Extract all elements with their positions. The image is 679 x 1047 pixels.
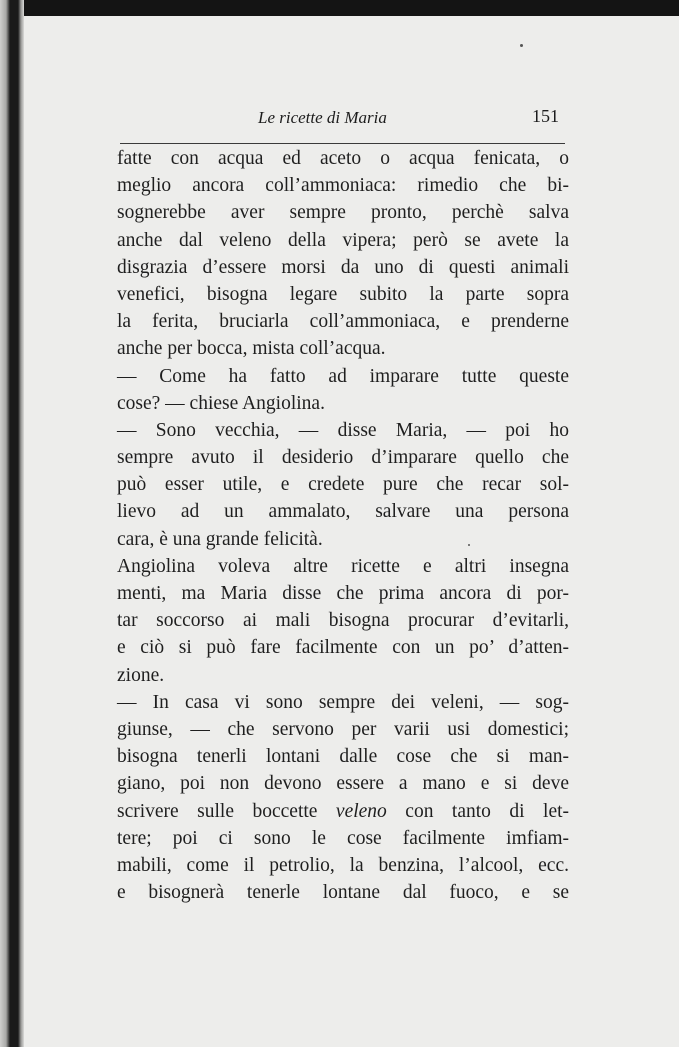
page-binding-edge	[0, 0, 24, 1047]
text-line: e ciò si può fare facilmente con un po’ d’atten-	[117, 637, 569, 659]
text-line: Angiolina voleva altre ricette e altri insegna	[117, 555, 569, 577]
text-line: venefici, bisogna legare subito la parte sopra	[117, 283, 569, 305]
text-line: bisogna tenerli lontani dalle cose che si man-	[117, 746, 569, 768]
text-line-with-emphasis	[117, 798, 569, 825]
text-line: disgrazia d’essere morsi da uno di questi animali	[117, 256, 569, 278]
line-segment: con tanto di let-	[405, 800, 570, 822]
header-rule	[120, 143, 565, 144]
text-line: lievo ad un ammalato, salvare una persona	[117, 501, 569, 523]
text-line: meglio ancora coll’ammoniaca: rimedio che bi-	[117, 175, 569, 197]
text-line: anche per bocca, mista coll’acqua.	[117, 338, 386, 360]
body-text	[117, 145, 569, 906]
text-line: giunse, — che servono per varii usi domestici;	[117, 718, 569, 740]
text-line: tar soccorso ai mali bisogna procurar d’evitarli,	[117, 610, 569, 632]
text-line: anche dal veleno della vipera; però se avete la	[117, 229, 569, 251]
text-line: fatte con acqua ed aceto o acqua fenicata, o	[117, 148, 569, 169]
scan-speck	[468, 544, 470, 546]
emphasized-word: veleno	[335, 800, 387, 822]
text-line: cara, è una grande felicità.	[117, 528, 323, 550]
scan-top-border	[0, 0, 679, 16]
text-line: — Come ha fatto ad imparare tutte queste	[117, 365, 569, 387]
line-segment: scrivere sulle boccette	[117, 800, 318, 822]
text-line: tere; poi ci sono le cose facilmente imfiam-	[117, 827, 569, 849]
text-line: mabili, come il petrolio, la benzina, l’alcool, ecc.	[117, 854, 569, 876]
text-line: sempre avuto il desiderio d’imparare quello che	[117, 447, 569, 469]
running-head	[120, 104, 565, 136]
page-number: 151	[532, 106, 559, 126]
text-line: zione.	[117, 664, 165, 686]
text-line: giano, poi non devono essere a mano e si deve	[117, 773, 569, 795]
text-line: e bisognerà tenerle lontane dal fuoco, e se	[117, 882, 569, 904]
running-title: Le ricette di Maria	[258, 108, 387, 127]
text-line: — In casa vi sono sempre dei veleni, — sog-	[117, 691, 569, 713]
text-line: la ferita, bruciarla coll’ammoniaca, e prenderne	[117, 311, 569, 333]
scan-speck	[520, 44, 523, 47]
text-line: — Sono vecchia, — disse Maria, — poi ho	[117, 419, 569, 441]
text-line: menti, ma Maria disse che prima ancora di por-	[117, 583, 569, 604]
text-line: può esser utile, e credete pure che recar sol-	[117, 474, 569, 496]
text-line: sognerebbe aver sempre pronto, perchè salva	[117, 202, 569, 224]
text-line: cose? — chiese Angiolina.	[117, 392, 325, 414]
